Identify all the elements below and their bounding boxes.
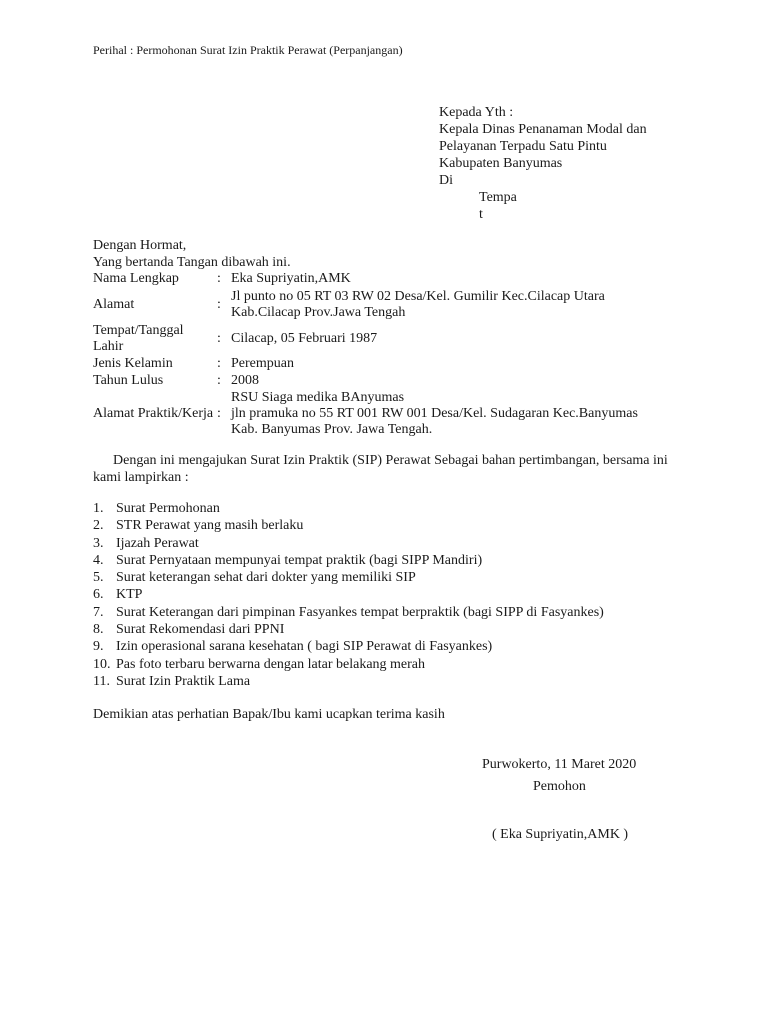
workplace-line-1: RSU Siaga medika BAnyumas (231, 390, 405, 405)
recipient-regency: Kabupaten Banyumas (439, 156, 563, 171)
list-text: Surat keterangan sehat dari dokter yang memiliki SIP (116, 570, 416, 586)
address-line-2: Kab.Cilacap Prov.Jawa Tengah (231, 304, 406, 320)
list-number: 3. (93, 535, 104, 551)
list-text: Izin operasional sarana kesehatan ( bagi SIP Perawat di Fasyankes) (116, 639, 493, 655)
list-number: 6. (93, 587, 104, 603)
list-number: 8. (93, 622, 104, 638)
colon: : (217, 330, 221, 346)
recipient-di: Di (439, 173, 453, 188)
list-number: 5. (93, 570, 104, 586)
identity-row-graduation (93, 372, 661, 389)
workplace-label: Alamat Praktik/Kerja (93, 406, 214, 421)
applicant-label: Pemohon (533, 779, 586, 794)
attachment-list (93, 500, 604, 690)
list-text: KTP (116, 587, 143, 603)
list-item (93, 638, 604, 655)
list-item (93, 569, 604, 586)
workplace-line-3: Kab. Banyumas Prov. Jawa Tengah. (231, 422, 433, 437)
list-item (93, 552, 604, 569)
place-date: Purwokerto, 11 Maret 2020 (482, 757, 637, 772)
list-text: Surat Pernyataan mempunyai tempat praktik (bagi SIPP Mandiri) (116, 552, 483, 568)
list-item (93, 517, 604, 534)
recipient-place-part-1: Tempa (479, 190, 517, 205)
list-item (93, 535, 604, 552)
list-item (93, 500, 604, 517)
list-text: STR Perawat yang masih berlaku (116, 518, 304, 534)
list-number: 4. (93, 552, 104, 568)
recipient-salutation: Kepada Yth : (439, 105, 514, 120)
list-text: Surat Izin Praktik Lama (116, 673, 251, 689)
birth-label: Tempat/Tanggal Lahir (93, 322, 184, 354)
list-number: 9. (93, 639, 104, 655)
list-number: 11. (93, 673, 110, 689)
recipient-place-part-2: t (479, 207, 483, 222)
list-text: Surat Keterangan dari pimpinan Fasyankes tempat berpraktik (bagi SIPP di Fasyankes) (116, 604, 604, 620)
birth-value: Cilacap, 05 Februari 1987 (231, 330, 378, 346)
intro-paragraph: Dengan ini mengajukan Surat Izin Praktik (SIP) Perawat Sebagai bahan pertimbangan, bersama ini kami lampirkan : (93, 453, 668, 485)
name-label: Nama Lengkap (93, 270, 179, 286)
recipient-title-line-2: Pelayanan Terpadu Satu Pintu (439, 139, 607, 154)
signature-name: ( Eka Supriyatin,AMK ) (492, 827, 629, 842)
recipient-title-line-1: Kepala Dinas Penanaman Modal dan (439, 122, 647, 137)
list-item (93, 604, 604, 621)
identity-row-address (93, 287, 661, 322)
list-text: Surat Rekomendasi dari PPNI (116, 622, 285, 638)
workplace-value (231, 389, 661, 439)
list-number: 2. (93, 518, 104, 534)
list-item (93, 586, 604, 603)
identity-row-gender (93, 355, 661, 372)
colon: : (217, 270, 221, 286)
graduation-value: 2008 (231, 372, 259, 388)
list-text: Ijazah Perawat (116, 535, 199, 551)
colon: : (217, 372, 221, 388)
name-value: Eka Supriyatin,AMK (231, 270, 351, 286)
address-line-1: Jl punto no 05 RT 03 RW 02 Desa/Kel. Gumilir Kec.Cilacap Utara (231, 288, 605, 304)
undersigned-statement: Yang bertanda Tangan dibawah ini. (93, 255, 291, 270)
closing-statement: Demikian atas perhatian Bapak/Ibu kami ucapkan terima kasih (93, 707, 445, 722)
colon: : (217, 296, 221, 312)
address-label: Alamat (93, 296, 135, 312)
colon: : (217, 355, 221, 371)
list-text: Pas foto terbaru berwarna dengan latar belakang merah (116, 656, 426, 672)
workplace-line-2: jln pramuka no 55 RT 001 RW 001 Desa/Kel. Sudagaran Kec.Banyumas (231, 406, 638, 421)
list-item (93, 656, 604, 673)
identity-row-name (93, 270, 661, 287)
opening-block (93, 237, 291, 271)
identity-row-birth (93, 322, 661, 355)
address-value (231, 287, 661, 322)
list-number: 1. (93, 501, 104, 516)
list-item (93, 673, 604, 690)
greeting: Dengan Hormat, (93, 238, 187, 253)
list-number: 7. (93, 604, 104, 620)
gender-value: Perempuan (231, 355, 294, 371)
identity-table (93, 270, 661, 439)
graduation-label: Tahun Lulus (93, 372, 164, 388)
gender-label: Jenis Kelamin (93, 355, 173, 371)
subject-line: Perihal : Permohonan Surat Izin Praktik Perawat (Perpanjangan) (93, 43, 403, 57)
recipient-block (439, 104, 647, 223)
list-number: 10. (93, 656, 111, 672)
list-text: Surat Permohonan (116, 501, 220, 516)
list-item (93, 621, 604, 638)
identity-row-workplace (93, 389, 661, 439)
colon: : (217, 406, 221, 421)
